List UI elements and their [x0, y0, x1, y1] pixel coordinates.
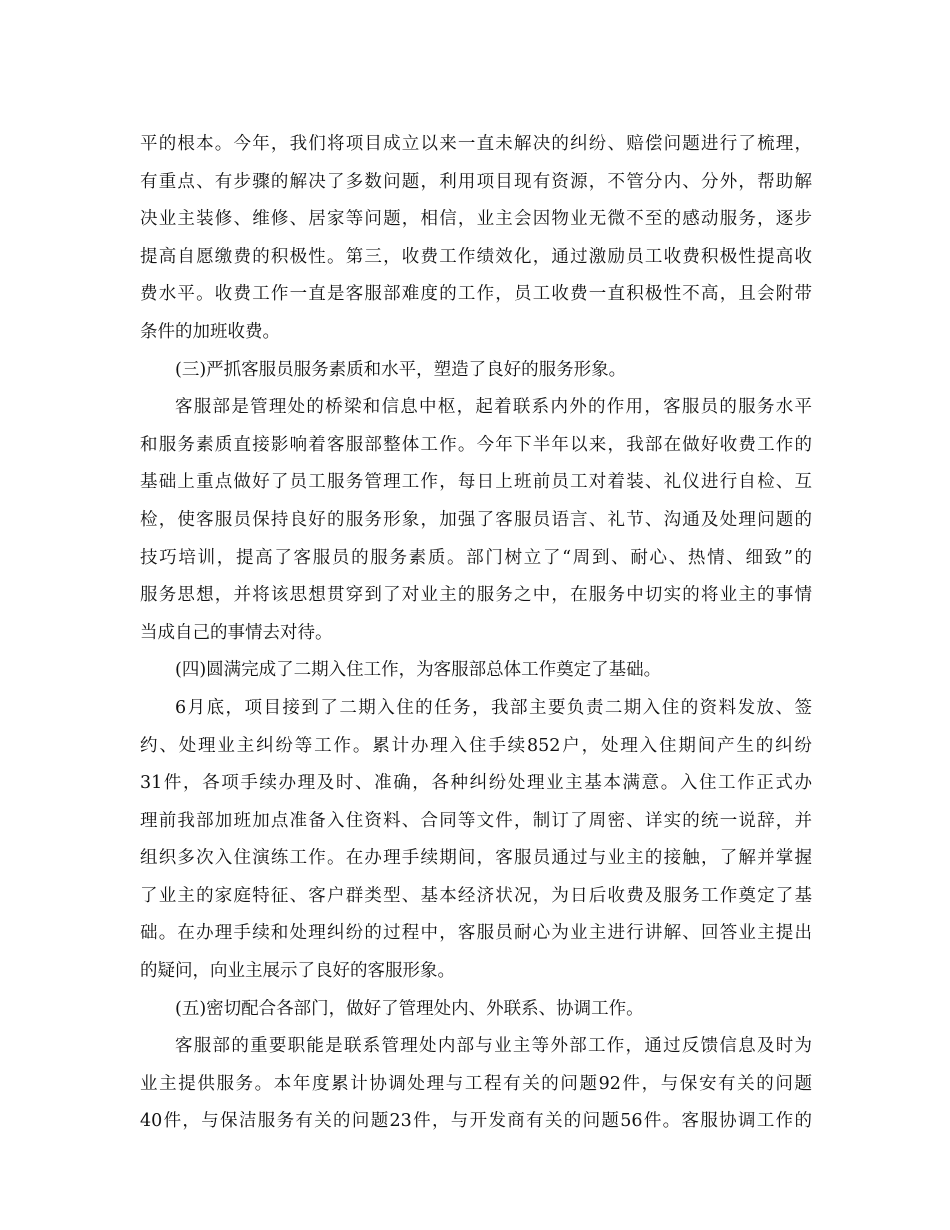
section-heading: (四)圆满完成了二期入住工作，为客服部总体工作奠定了基础。 [175, 660, 662, 681]
text-line: 费水平。收费工作一直是客服部难度的工作，员工收费一直积极性不高，且会附带 [140, 284, 812, 305]
text-line: 基础上重点做好了员工服务管理工作，每日上班前员工对着装、礼仪进行自检、互 [140, 472, 812, 493]
text-line: 平的根本。今年，我们将项目成立以来一直未解决的纠纷、赔偿问题进行了梳理， [140, 134, 812, 154]
section-heading: (五)密切配合各部门，做好了管理处内、外联系、协调工作。 [175, 998, 644, 1019]
text-line: 组织多次入住演练工作。在办理手续期间，客服员通过与业主的接触，了解并掌握 [140, 848, 812, 869]
text-line: 决业主装修、维修、居家等问题，相信，业主会因物业无微不至的感动服务，逐步 [140, 209, 812, 230]
text-line: 40件，与保洁服务有关的问题23件，与开发商有关的问题56件。客服协调工作的 [140, 1111, 812, 1132]
text-line: 31件，各项手续办理及时、准确，各种纠纷处理业主基本满意。入住工作正式办 [140, 773, 812, 794]
document-body [140, 126, 812, 1141]
text-line: 了业主的家庭特征、客户群类型、基本经济状况，为日后收费及服务工作奠定了基 [140, 885, 812, 906]
text-line: 客服部的重要职能是联系管理处内部与业主等外部工作，通过反馈信息及时为 [175, 1036, 812, 1057]
text-line: 业主提供服务。本年度累计协调处理与工程有关的问题92件，与保安有关的问题 [140, 1073, 812, 1094]
text-line: 检，使客服员保持良好的服务形象，加强了客服员语言、礼节、沟通及处理问题的 [140, 509, 812, 530]
text-line: 技巧培训，提高了客服员的服务素质。部门树立了“周到、耐心、热情、细致”的 [140, 547, 812, 568]
text-line: 当成自己的事情去对待。 [140, 622, 333, 643]
text-line: 础。在办理手续和处理纠纷的过程中，客服员耐心为业主进行讲解、回答业主提出 [140, 923, 812, 944]
text-line: 提高自愿缴费的积极性。第三，收费工作绩效化，通过激励员工收费积极性提高收 [140, 246, 812, 267]
text-line: 客服部是管理处的桥梁和信息中枢，起着联系内外的作用，客服员的服务水平 [175, 397, 812, 418]
text-line: 和服务素质直接影响着客服部整体工作。今年下半年以来，我部在做好收费工作的 [140, 434, 812, 455]
text-line: 有重点、有步骤的解决了多数问题，利用项目现有资源，不管分内、分外，帮助解 [140, 171, 812, 192]
section-heading: (三)严抓客服员服务素质和水平，塑造了良好的服务形象。 [175, 359, 627, 380]
text-line: 条件的加班收费。 [140, 321, 280, 342]
text-line: 服务思想，并将该思想贯穿到了对业主的服务之中，在服务中切实的将业主的事情 [140, 585, 812, 606]
text-line: 6月底，项目接到了二期入住的任务，我部主要负责二期入住的资料发放、签 [175, 697, 812, 718]
text-line: 的疑问，向业主展示了良好的客服形象。 [140, 961, 455, 982]
text-line: 理前我部加班加点准备入住资料、合同等文件，制订了周密、详实的统一说辞，并 [140, 810, 812, 831]
text-line: 约、处理业主纠纷等工作。累计办理入住手续852户，处理入住期间产生的纠纷 [140, 735, 812, 756]
